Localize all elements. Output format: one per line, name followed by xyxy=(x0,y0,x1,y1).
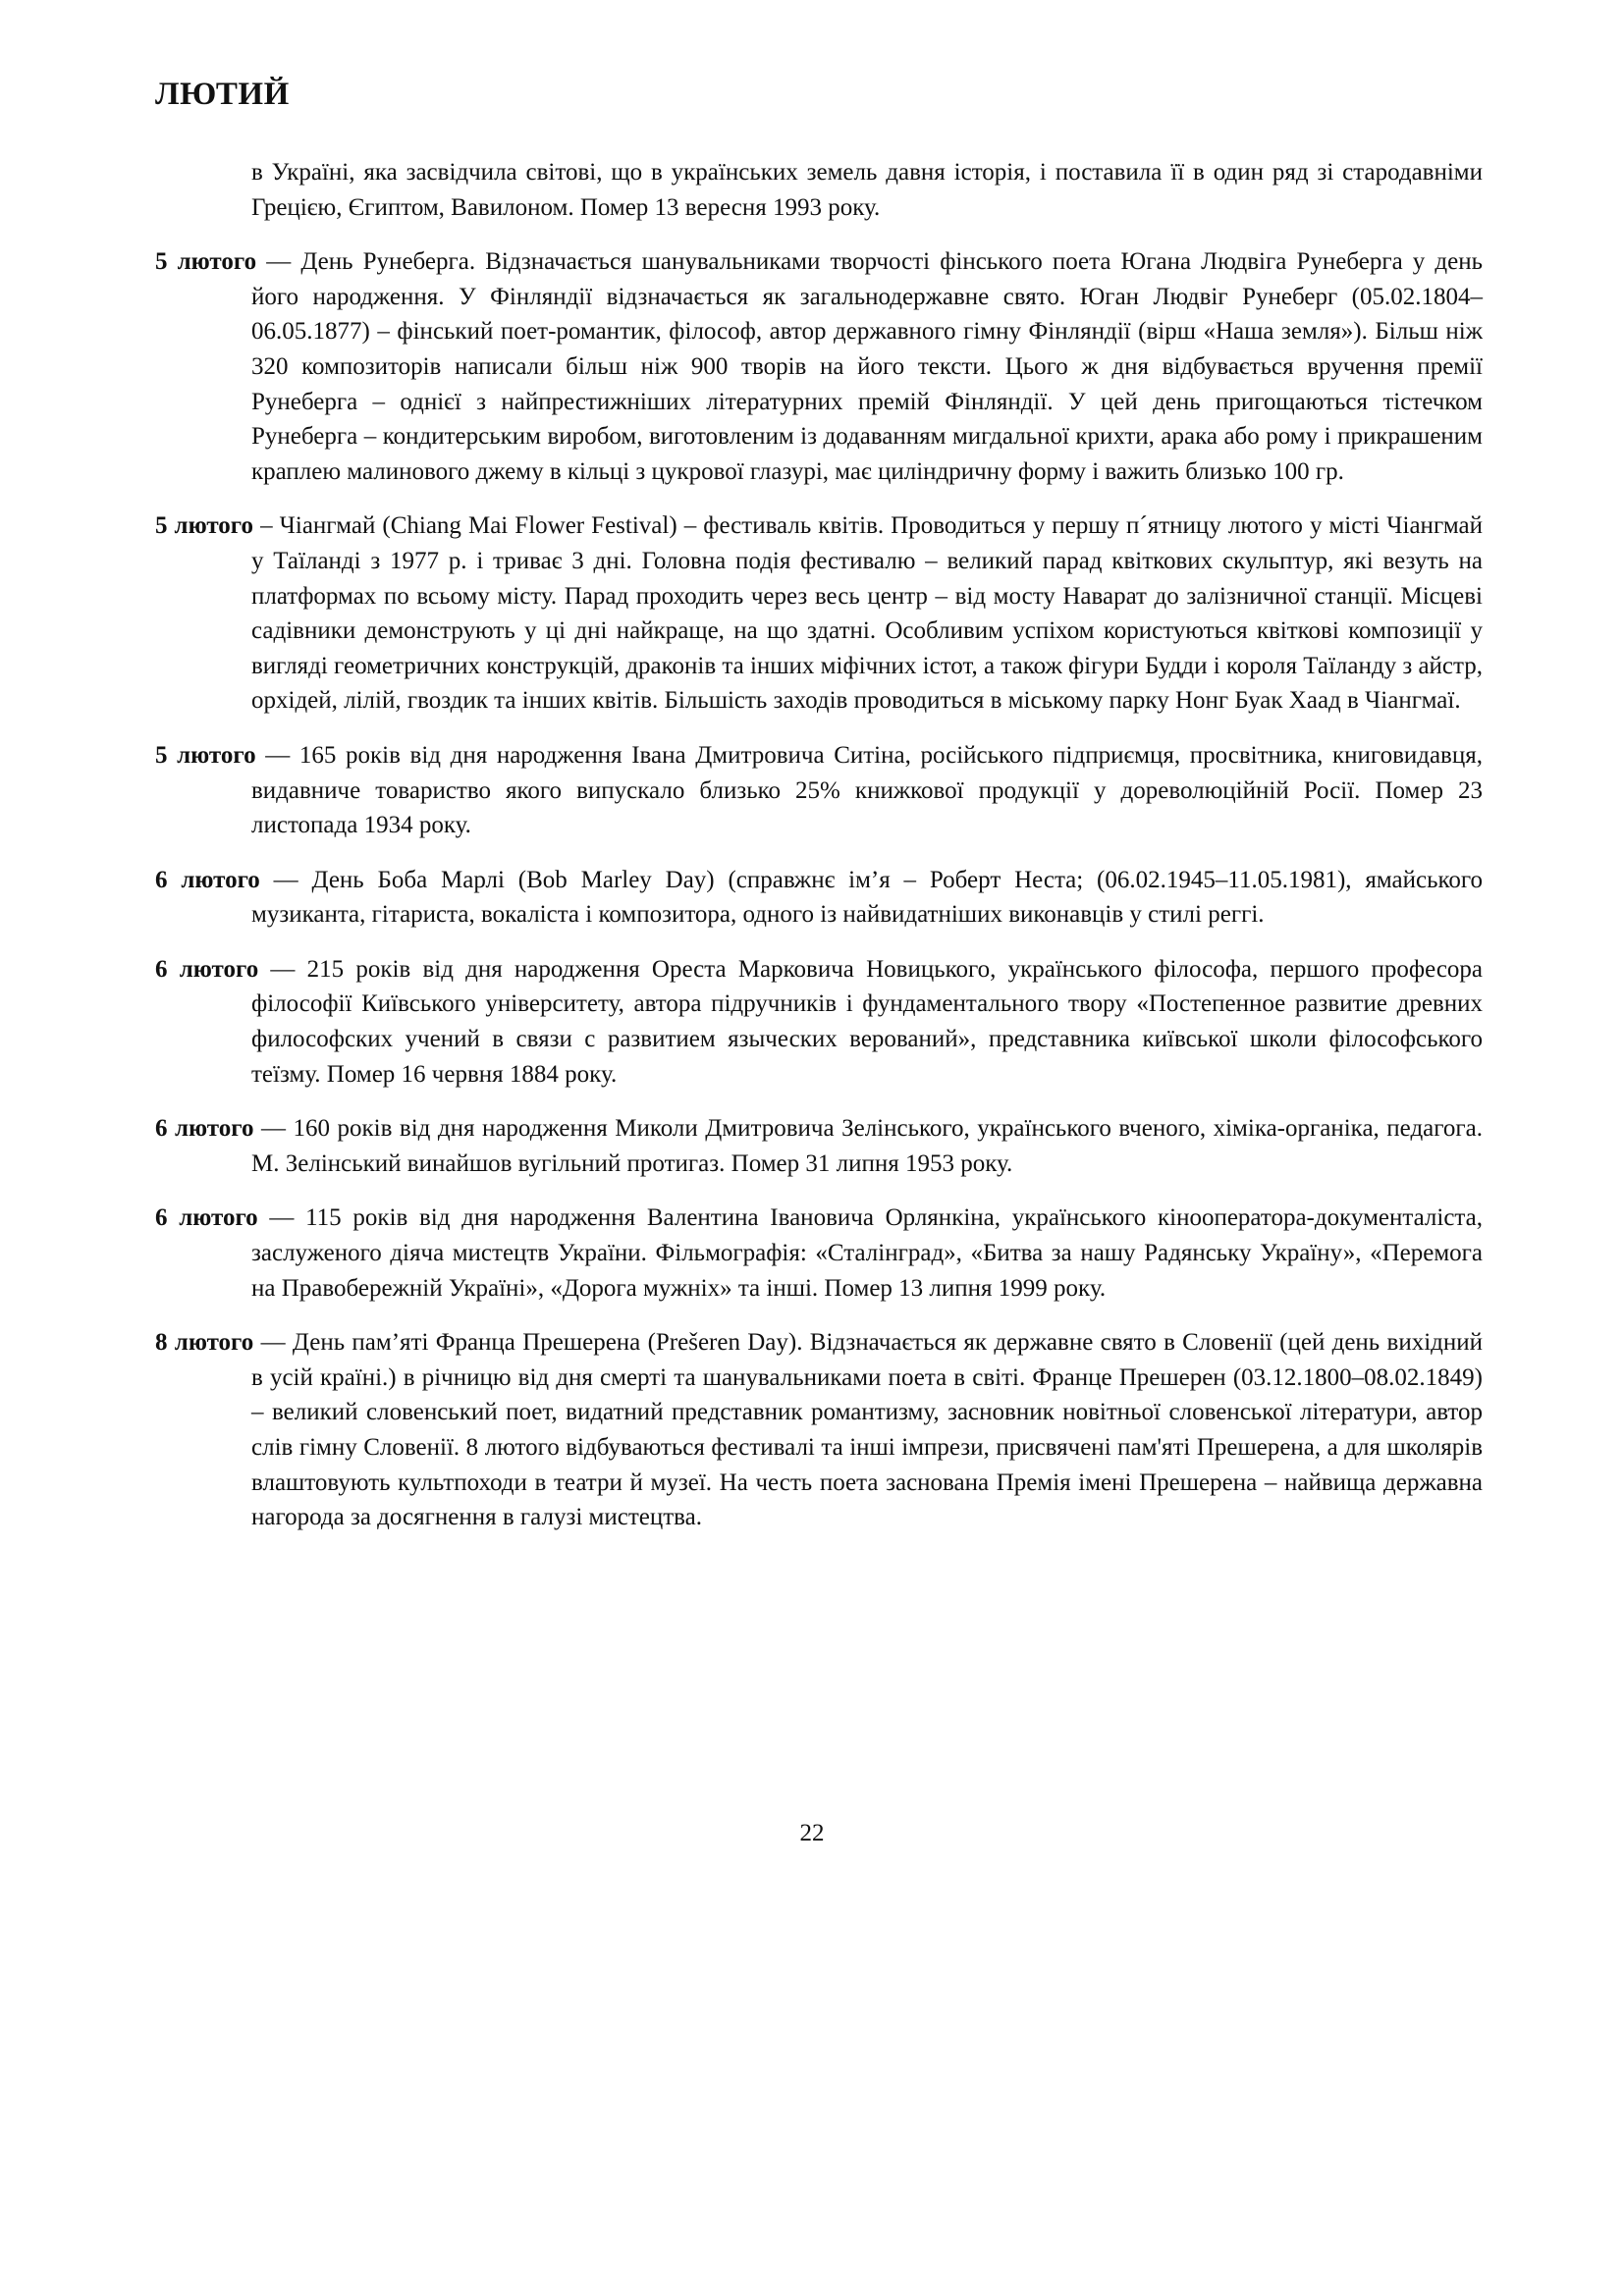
calendar-entry xyxy=(155,1201,1483,1306)
page-content xyxy=(155,155,1483,1555)
entry-date: 5 лютого xyxy=(155,741,256,769)
calendar-entry xyxy=(155,738,1483,843)
calendar-entry xyxy=(155,952,1483,1092)
entry-text: — День Боба Марлі (Bob Marley Day) (справжнє ім’я – Роберт Неста; (06.02.1945–11.05.1981), ямайського музиканта, гітариста, вокаліста і композитора, одного із найвидатніших виконавців у стилі реггі. xyxy=(251,866,1483,929)
entry-date: 6 лютого xyxy=(155,955,259,983)
calendar-entry xyxy=(155,508,1483,719)
calendar-entry xyxy=(155,863,1483,933)
entry-date: 6 лютого xyxy=(155,1115,254,1143)
entry-text: — День Рунеберга. Відзначається шанувальниками творчості фінського поета Югана Людвіга Рунеберга у день його народження. У Фінляндії відзначається як загальнодержавне свято. Юган Людвіг Рунеберг (05.02.1804–06.05.1877) – фінський поет-романтик, філософ, автор державного гімну Фінляндії (вірш «Наша земля»). Більш ніж 320 композиторів написали більш ніж 900 творів на його тексти. Цього ж дня відбувається вручення премії Рунеберга – однієї з найпрестижніших літературних премій Фінляндії. У цей день пригощаються тістечком Рунеберга – кондитерським виробом, виготовленим із додаванням мигдальної крихти, арака або рому і прикрашеним краплею малинового джему в кільці з цукрової глазурі, має циліндричну форму і важить близько 100 гр. xyxy=(251,248,1483,485)
entry-date: 5 лютого xyxy=(155,248,257,276)
page-header-title: ЛЮТИЙ xyxy=(155,77,290,112)
entry-text: – Чіангмай (Chiang Mai Flower Festival) – фестиваль квітів. Проводиться у першу п´ятницу лютого у місті Чіангмай у Таїланді з 1977 р. і триває 3 дні. Головна подія фестивалю – великий парад квіткових скульптур, які везуть на платформах по всьому місту. Парад проходить через весь центр – від мосту Наварат до залізничної станції. Місцеві садівники демонструють у ці дні найкраще, на що здатні. Особливим успіхом користуються квіткові композиції у вигляді геометричних конструкцій, драконів та інших міфічних істот, а також фігури Будди і короля Таїланду з айстр, орхідей, лілій, гвоздик та інших квітів. Більшість заходів проводиться в міському парку Нонг Буак Хаад в Чіангмаї. xyxy=(251,512,1483,715)
entry-date: 5 лютого xyxy=(155,512,254,540)
entry-text: — 160 років від дня народження Миколи Дмитровича Зелінського, українського вченого, хіміка-органіка, педагога. М. Зелінський винайшов вугільний протигаз. Помер 31 липня 1953 року. xyxy=(251,1115,1483,1177)
calendar-entry xyxy=(155,1325,1483,1535)
entry-text: — 215 років від дня народження Ореста Марковича Новицького, українського філософа, першого професора філософії Київського університету, автора підручників і фундаментального твору «Постепенное развитие древних философских учений в связи с развитием языческих верований», представника київської школи філософського теїзму. Помер 16 червня 1884 року. xyxy=(251,955,1484,1088)
entry-date: 8 лютого xyxy=(155,1329,254,1357)
entry-date: 6 лютого xyxy=(155,1204,258,1232)
intro-paragraph: в Україні, яка засвідчила світові, що в українських земель давня історія, і поставила її в один ряд зі стародавніми Грецією, Єгиптом, Вавилоном. Помер 13 вересня 1993 року. xyxy=(251,159,1483,221)
entry-date: 6 лютого xyxy=(155,866,260,893)
page-number: 22 xyxy=(799,1820,825,1846)
entry-text: — День пам’яті Франца Прешерена (Prešeren Day). Відзначається як державне свято в Словенії (цей день вихідний в усій країні.) в річницю від дня смерті та шанувальниками поета в світі. Франце Прешерен (03.12.1800–08.02.1849) – великий словенський поет, видатний представник романтизму, засновник новітньої словенської літератури, автор слів гімну Словенії. 8 лютого відбуваються фестивалі та інші імпрези, присвячені пам'яті Прешерена, а для школярів влаштовують культпоходи в театри й музеї. На честь поета заснована Премія імені Прешерена – найвища державна нагорода за досягнення в галузі мистецтва. xyxy=(251,1329,1483,1531)
entry-text: — 115 років від дня народження Валентина Івановича Орлянкіна, українського кінооператора-документаліста, заслуженого діяча мистецтв України. Фільмографія: «Сталінград», «Битва за нашу Радянську Україну», «Перемога на Правобережній Україні», «Дорога мужніх» та інші. Помер 13 липня 1999 року. xyxy=(251,1204,1484,1302)
entry-text: — 165 років від дня народження Івана Дмитровича Ситіна, російського підприємця, просвітника, книговидавця, видавниче товариство якого випускало близько 25% книжкової продукції у дореволюційній Росії. Помер 23 листопада 1934 року. xyxy=(251,741,1483,839)
calendar-entry xyxy=(155,1111,1483,1181)
calendar-entry xyxy=(155,244,1483,489)
